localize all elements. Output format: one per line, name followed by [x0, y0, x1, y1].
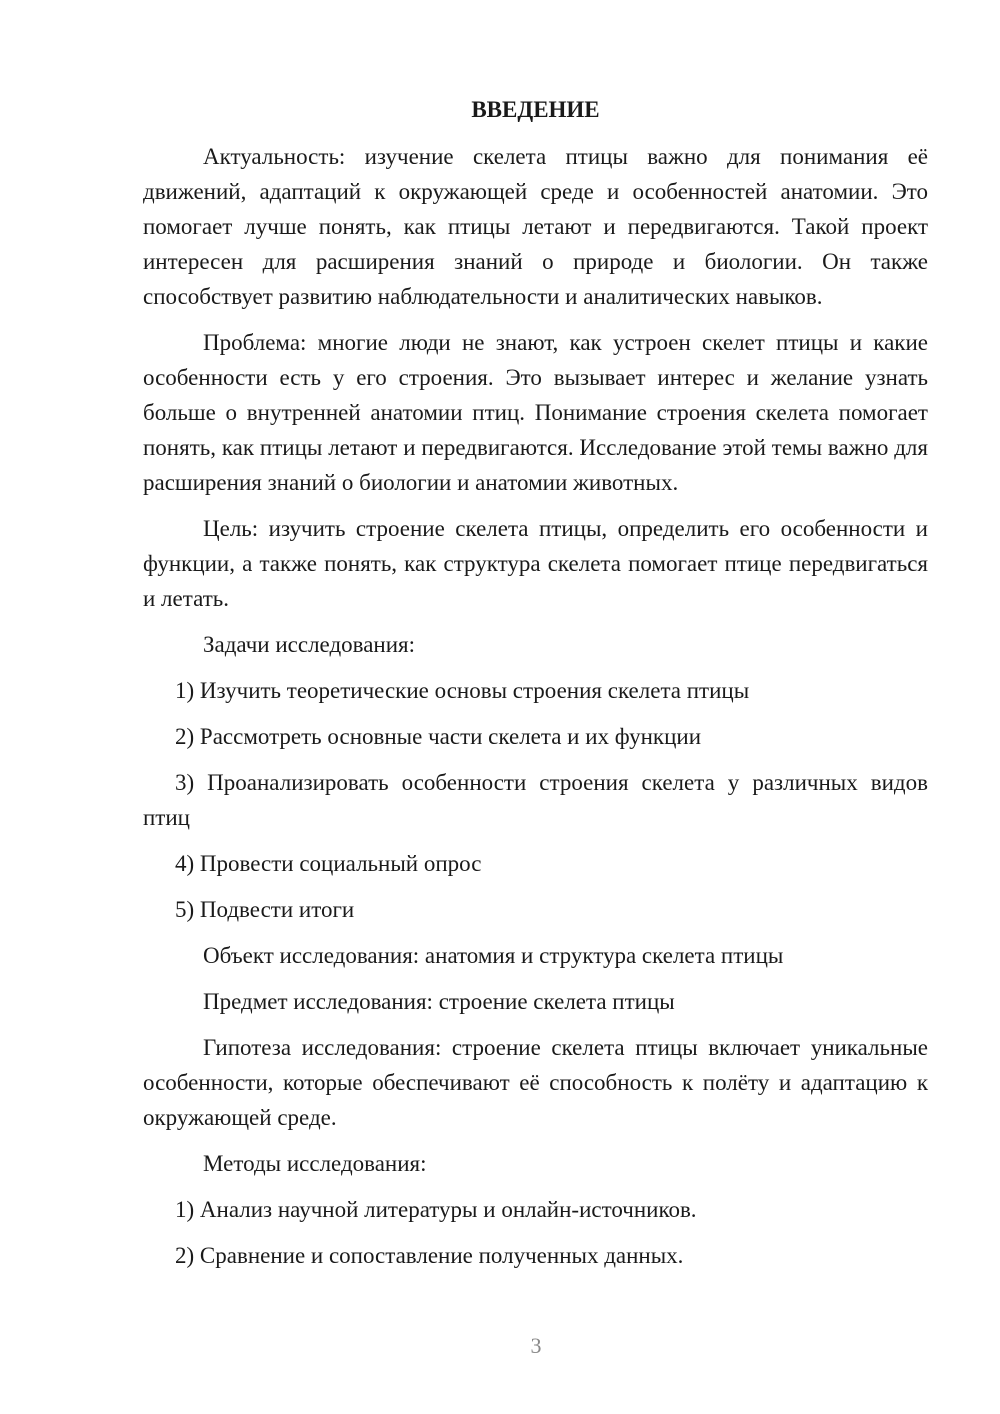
- task-item: 3) Проанализировать особенности строения скелета у различных видов птиц: [143, 770, 928, 830]
- task-item: 5) Подвести итоги: [175, 897, 355, 922]
- research-subject: Предмет исследования: строение скелета птицы: [203, 989, 675, 1014]
- task-item: 2) Рассмотреть основные части скелета и их функции: [175, 724, 702, 749]
- problem-paragraph: Проблема: многие люди не знают, как устроен скелет птицы и какие особенности есть у его строения. Это вызывает интерес и желание узнать больше о внутренней анатомии птиц. Понимание строения скелета помогает понять, как птицы летают и передвигаются. Исследование этой темы важно для расширения знаний о биологии и анатомии животных.: [143, 330, 928, 495]
- task-item: 4) Провести социальный опрос: [175, 851, 482, 876]
- hypothesis-paragraph: Гипотеза исследования: строение скелета птицы включает уникальные особенности, которые обеспечивают её способность к полёту и адаптацию к окружающей среде.: [143, 1035, 928, 1130]
- document-title: ВВЕДЕНИЕ: [471, 97, 600, 122]
- tasks-heading: Задачи исследования:: [203, 632, 416, 657]
- relevance-paragraph: Актуальность: изучение скелета птицы важно для понимания её движений, адаптаций к окружающей среде и особенностей анатомии. Это помогает лучше понять, как птицы летают и передвигаются. Такой проект интересен для расширения знаний о природе и биологии. Он также способствует развитию наблюдательности и аналитических навыков.: [143, 144, 928, 309]
- page-number: 3: [530, 1333, 542, 1358]
- research-object: Объект исследования: анатомия и структура скелета птицы: [203, 943, 784, 968]
- document-page: [143, 92, 928, 1284]
- method-item: 1) Анализ научной литературы и онлайн-источников.: [175, 1197, 697, 1222]
- task-item: 1) Изучить теоретические основы строения скелета птицы: [175, 678, 750, 703]
- goal-paragraph: Цель: изучить строение скелета птицы, определить его особенности и функции, а также понять, как структура скелета помогает птице передвигаться и летать.: [143, 516, 928, 611]
- method-item: 2) Сравнение и сопоставление полученных данных.: [175, 1243, 684, 1268]
- methods-heading: Методы исследования:: [203, 1151, 427, 1176]
